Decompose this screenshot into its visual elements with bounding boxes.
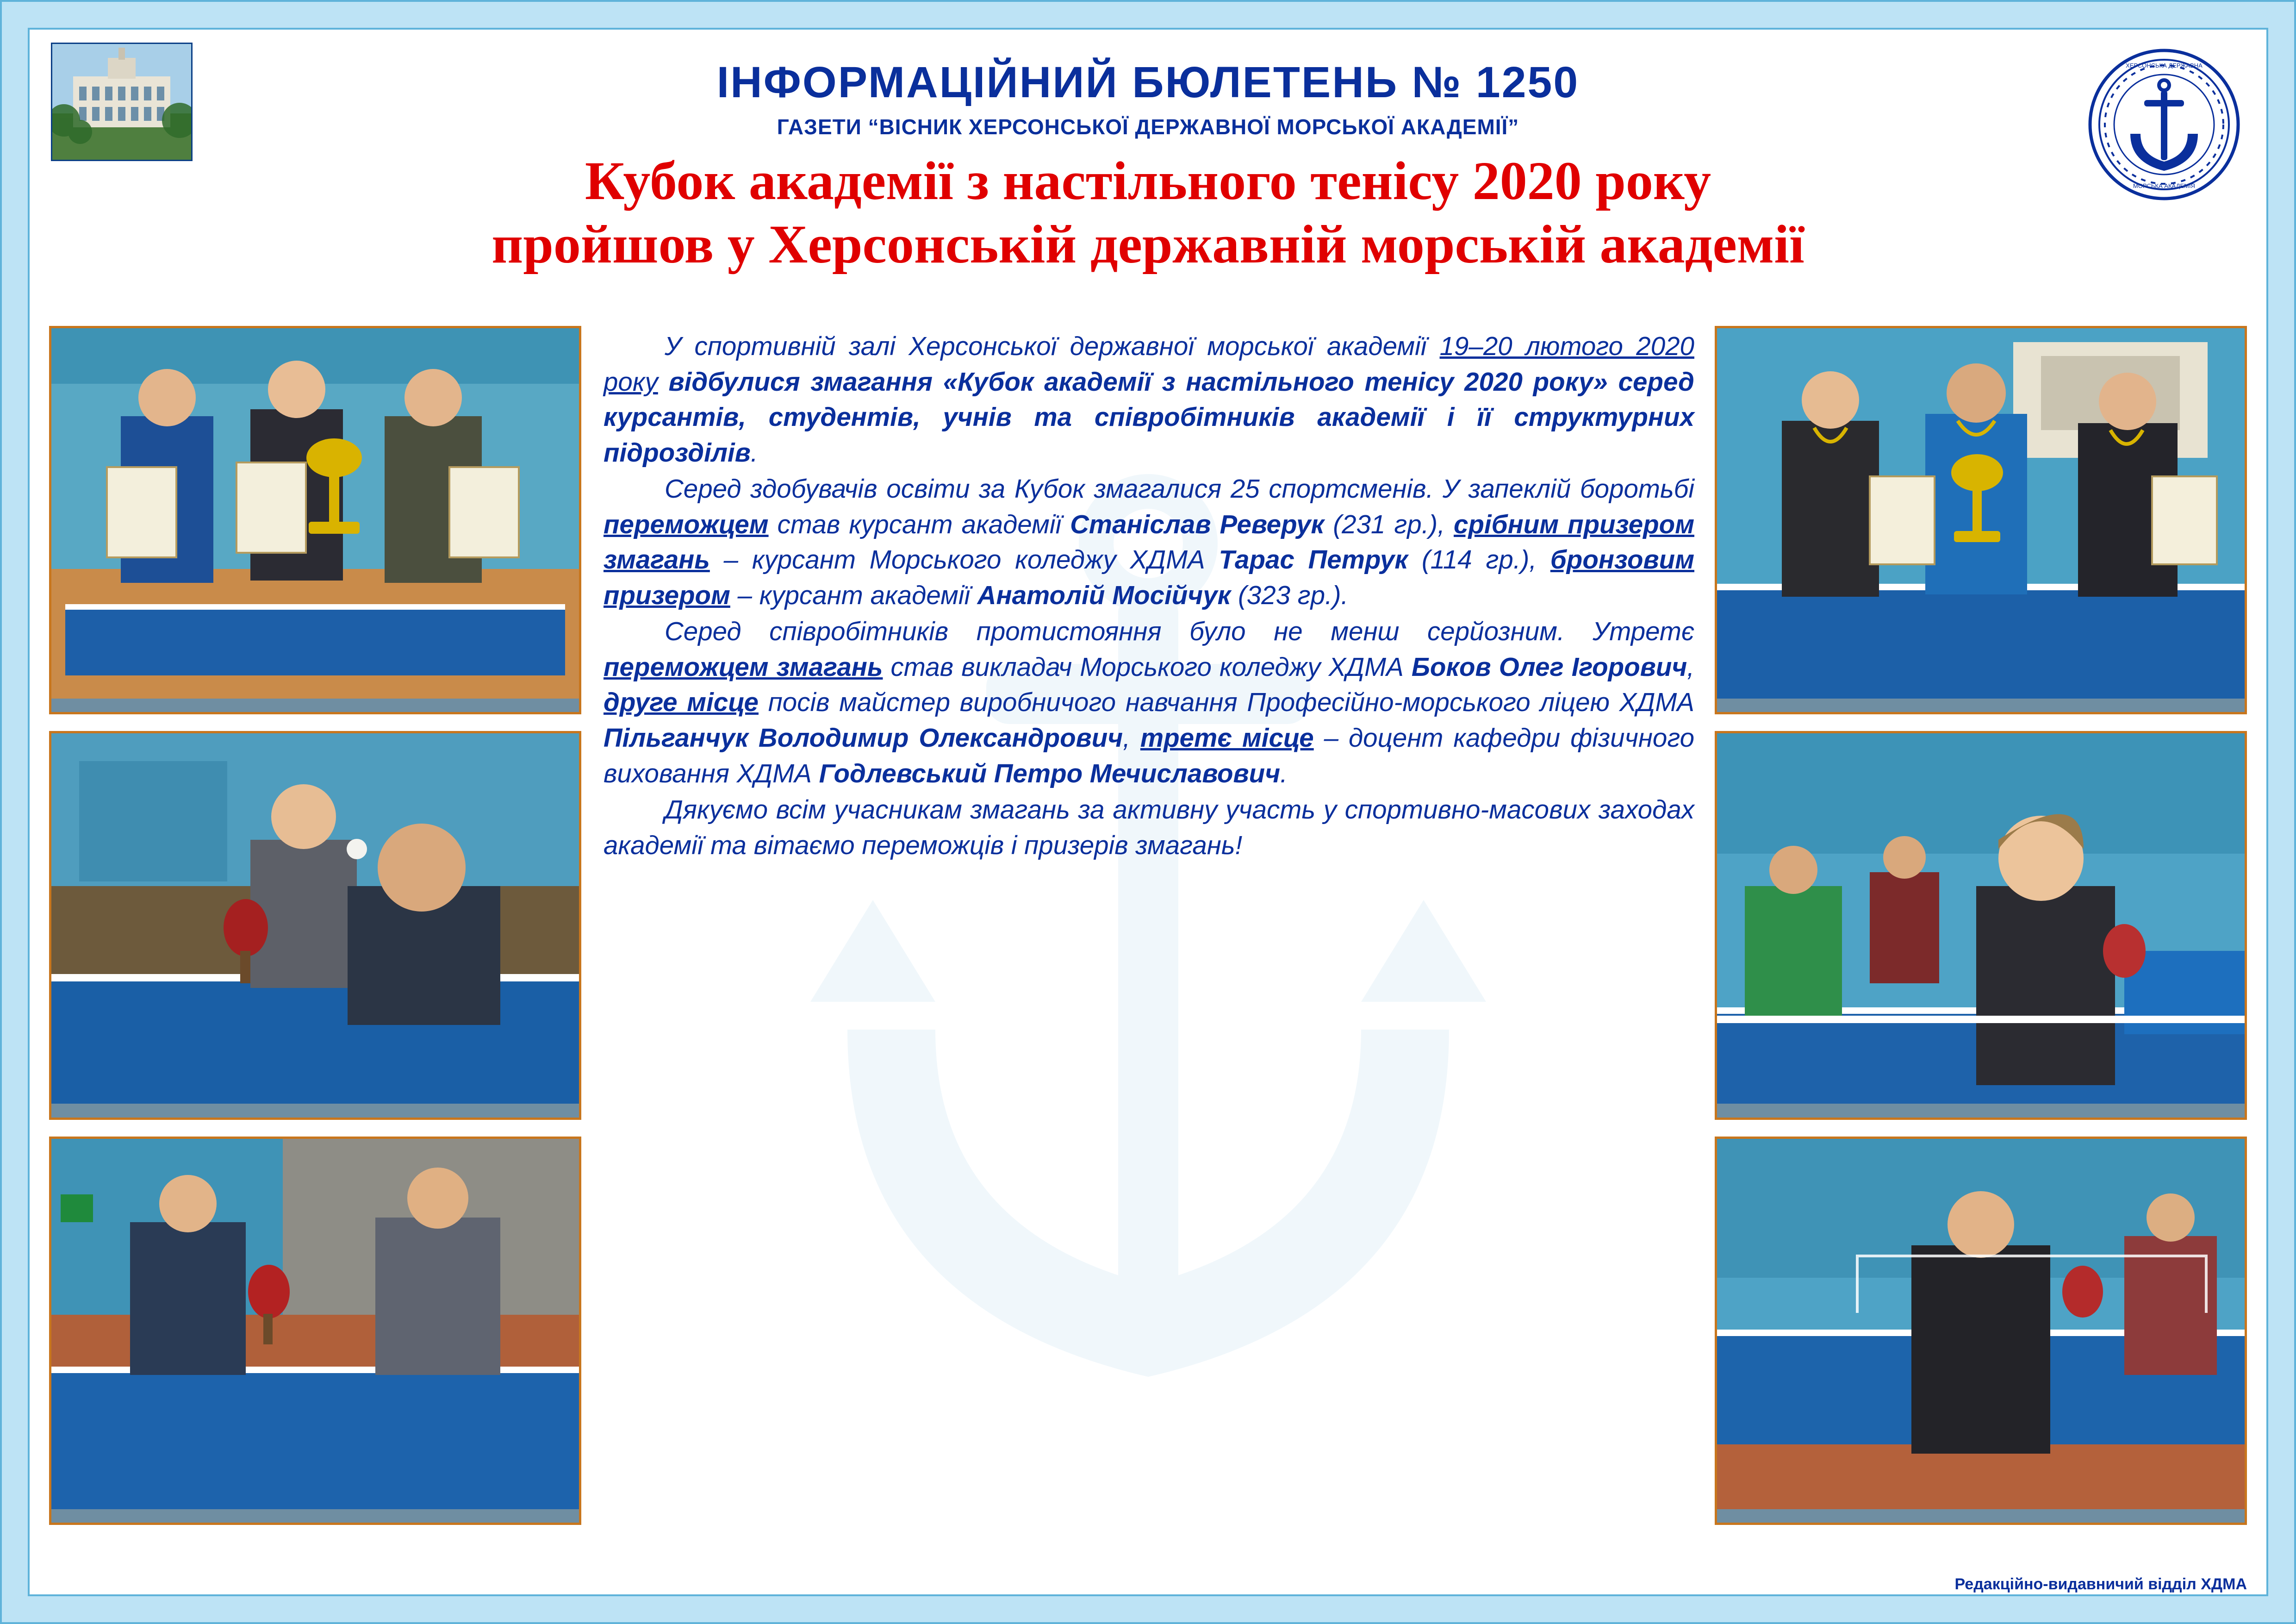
headline-line-2: пройшов у Херсонській державній морській академії	[492, 213, 1804, 275]
photo-match-serving	[49, 731, 581, 1119]
svg-text:ХЕРСОНСЬКА ДЕРЖАВНА: ХЕРСОНСЬКА ДЕРЖАВНА	[2126, 62, 2203, 69]
article-headline	[37, 150, 2259, 276]
photo-graphic	[1717, 328, 2245, 699]
photo-staff-match	[49, 1137, 581, 1525]
page-title: ІНФОРМАЦІЙНИЙ БЮЛЕТЕНЬ № 1250	[716, 58, 1580, 107]
article-body	[37, 326, 2259, 1525]
article-text-column	[597, 326, 1699, 1525]
paragraph-3: Серед співробітників протистояння було не менш серйозним. Утретє переможцем змагань став викладач Морського коледжу ХДМА Боков Олег Ігорович, друге місце посів майстер виробничого навчання Професійно-морського ліцею ХДМА Пільганчук Володимир Олександрович, третє місце – доцент кафедри фізичного виховання ХДМА Годлевський Петро Мечиславович.	[604, 617, 1694, 788]
photo-awarding-ceremony	[49, 326, 581, 714]
photo-graphic	[1717, 733, 2245, 1104]
paragraph-1: У спортивній залі Херсонської державної морської академії 19–20 лютого 2020 року відбулися змагання «Кубок академії з настільного тенісу 2020 року» серед курсантів, студентів, учнів та співробітників академії і її структурних підрозділів.	[604, 331, 1694, 467]
svg-text:МОРСЬКА АКАДЕМІЯ: МОРСЬКА АКАДЕМІЯ	[2133, 182, 2195, 189]
page-content	[37, 34, 2259, 1593]
left-photo-column	[49, 326, 581, 1525]
paragraph-2: Серед здобувачів освіти за Кубок змагалися 25 спортсменів. У запеклій боротьбі переможцем став курсант академії Станіслав Реверук (231 гр.), срібним призером змагань – курсант Морського коледжу ХДМА Тарас Петрук (114 гр.), бронзовим призером – курсант академії Анатолій Мосійчук (323 гр.).	[604, 474, 1694, 610]
headline-line-1: Кубок академії з настільного тенісу 2020 року	[585, 150, 1711, 211]
academy-emblem-icon	[2088, 48, 2240, 201]
newspaper-subtitle: ГАЗЕТИ “ВІСНИК ХЕРСОНСЬКОЇ ДЕРЖАВНОЇ МОРСЬКОЇ АКАДЕМІЇ”	[777, 115, 1519, 139]
right-photo-column	[1715, 326, 2247, 1525]
photo-three-medalists	[1715, 326, 2247, 714]
paragraph-4: Дякуємо всім учасникам змагань за активну участь у спортивно-масових заходах академії та вітаємо переможців і призерів змагань!	[604, 795, 1694, 860]
bulletin-header	[37, 34, 2259, 326]
building-photo-graphic	[52, 44, 191, 160]
photo-graphic	[51, 1139, 579, 1509]
photo-graphic	[51, 733, 579, 1104]
photo-female-player	[1715, 731, 2247, 1119]
academy-building-photo	[51, 43, 193, 161]
photo-player-in-black	[1715, 1137, 2247, 1525]
photo-graphic	[1717, 1139, 2245, 1509]
publisher-credit: Редакційно-видавничий відділ ХДМА	[1954, 1575, 2247, 1593]
article-text	[604, 329, 1694, 863]
photo-graphic	[51, 328, 579, 699]
